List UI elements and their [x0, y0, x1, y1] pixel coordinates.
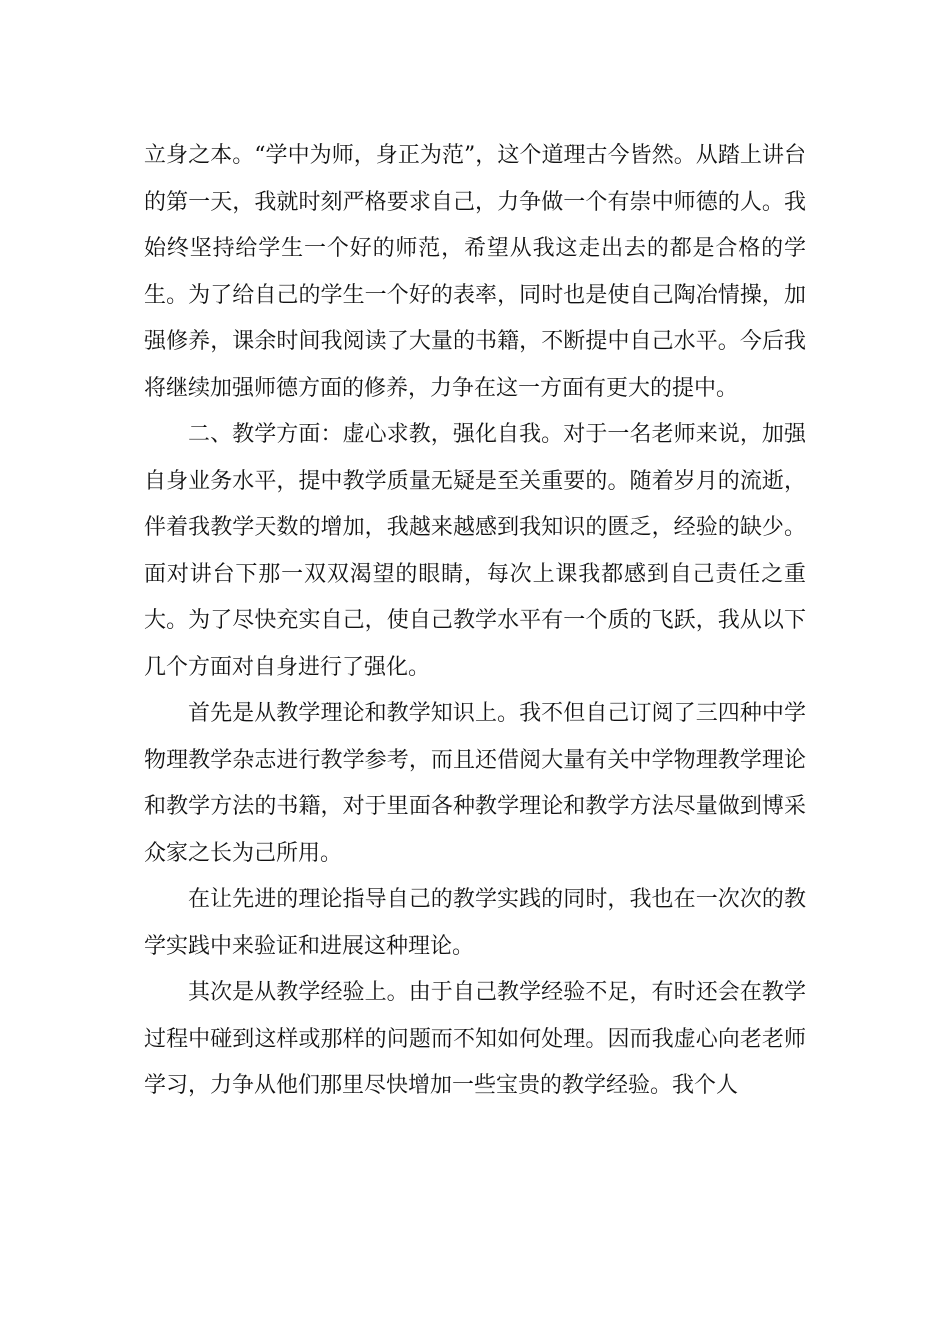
paragraph-theory-practice: 在让先进的理论指导自己的教学实践的同时，我也在一次次的教学实践中来验证和进展这种理论。: [144, 887, 806, 959]
paragraph-teacher-ethics: 立身之本。“学中为师，身正为范”，这个道理古今皆然。从踏上讲台的第一天，我就时刻严格要求自己，力争做一个有崇中师德的人。我始终坚持给学生一个好的师范，希望从我这走出去的都是合格的学生。为了给自己的学生一个好的表率，同时也是使自己陶冶情操，加强修养，课余时间我阅读了大量的书籍，不断提中自己水平。今后我将继续加强师德方面的修养，力争在这一方面有更大的提中。: [144, 143, 806, 401]
paragraph-teaching-section: 二、教学方面：虚心求教，强化自我。对于一名老师来说，加强自身业务水平，提中教学质量无疑是至关重要的。随着岁月的流逝，伴着我教学天数的增加，我越来越感到我知识的匮乏，经验的缺少。面对讲台下那一双双渴望的眼睛，每次上课我都感到自己责任之重大。为了尽快充实自己，使自己教学水平有一个质的飞跃，我从以下几个方面对自身进行了强化。: [144, 422, 806, 680]
paragraph-teaching-theory: 首先是从教学理论和教学知识上。我不但自己订阅了三四种中学物理教学杂志进行教学参考，而且还借阅大量有关中学物理教学理论和教学方法的书籍，对于里面各种教学理论和教学方法尽量做到博采众家之长为己所用。: [144, 701, 806, 866]
document-page: [144, 133, 806, 1110]
paragraph-teaching-experience: 其次是从教学经验上。由于自己教学经验不足，有时还会在教学过程中碰到这样或那样的问题而不知如何处理。因而我虚心向老老师学习，力争从他们那里尽快增加一些宝贵的教学经验。我个人: [144, 980, 806, 1098]
